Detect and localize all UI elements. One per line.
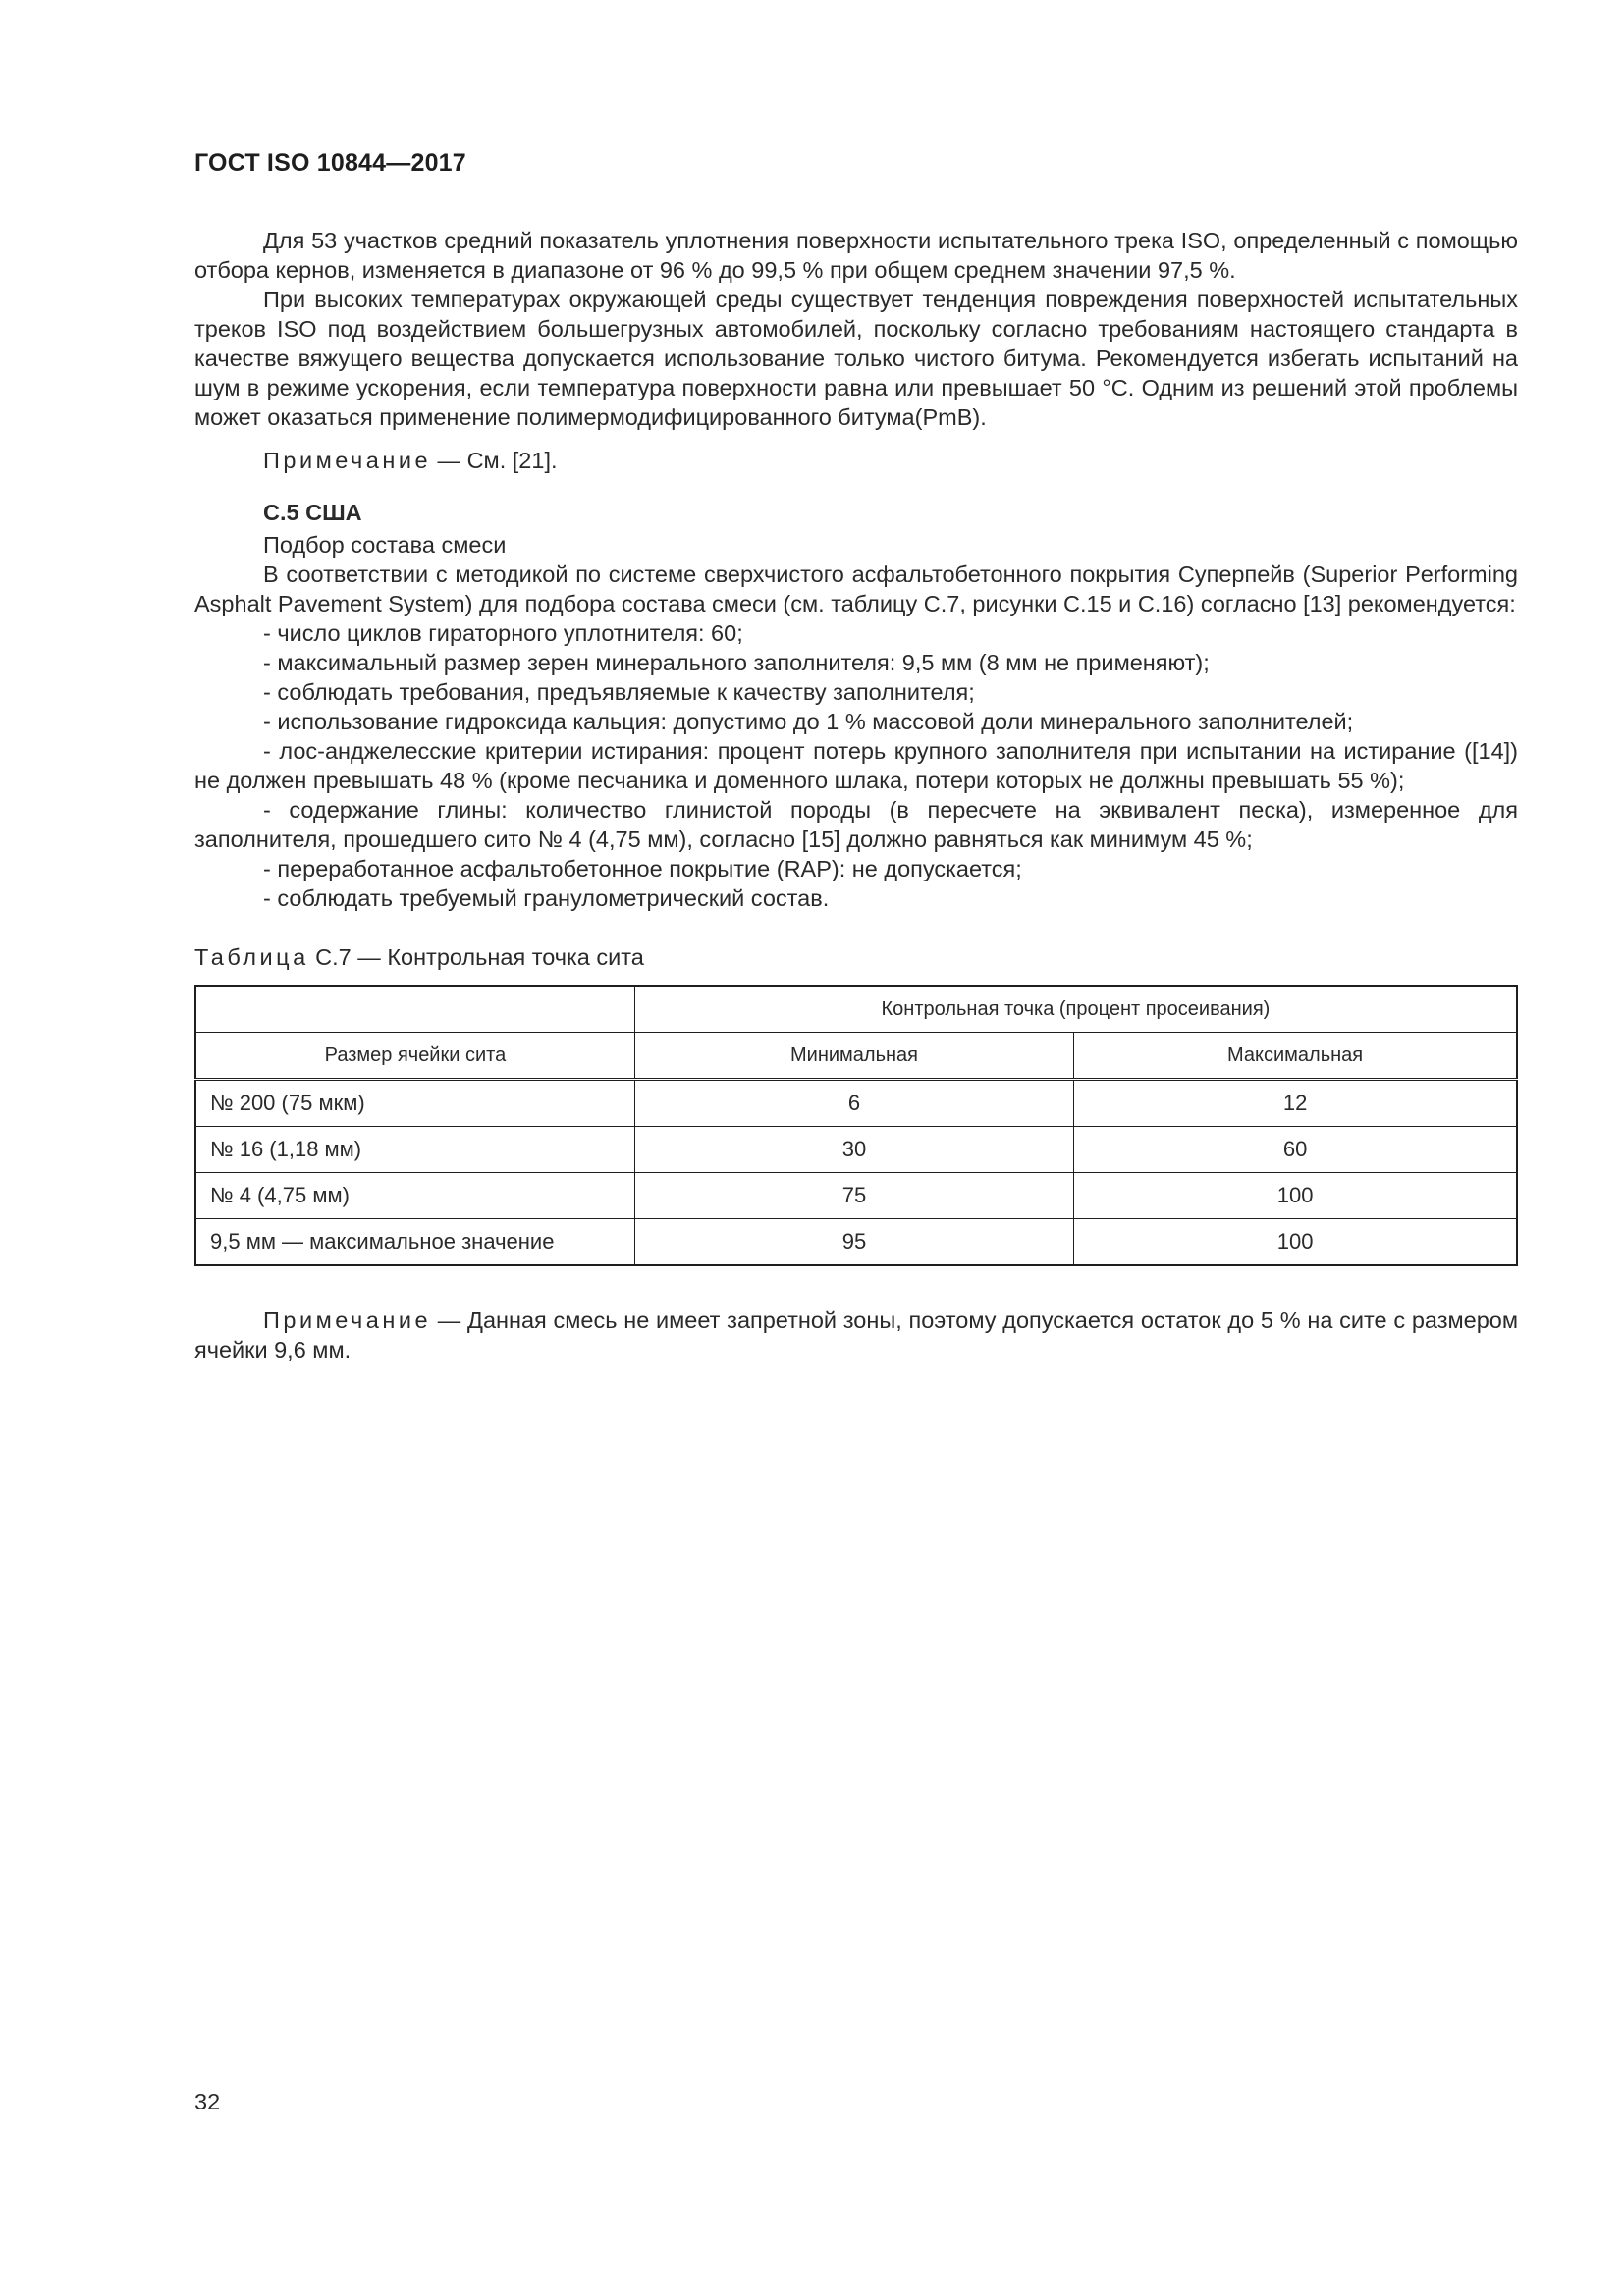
paragraph-high-temperature: При высоких температурах окружающей среды существует тенденция повреждения поверхностей испытательных треков ISO под воздействием большегрузных автомобилей, поскольку согласно требованиям настоящего стандарта в качестве вяжущего вещества допускается использование только чистого битума. Рекомендуется избегать испытаний на шум в режиме ускорения, если температура поверхности равна или превышает 50 °С. Одним из решений этой проблемы может оказаться применение полимермодифицированного битума(PmB). — [194, 287, 1518, 430]
table-cell-max: 100 — [1074, 1173, 1517, 1219]
table-cell-size: № 4 (4,75 мм) — [195, 1173, 634, 1219]
requirements-list — [194, 618, 1518, 913]
table-cell-min: 6 — [634, 1080, 1073, 1127]
paragraph-compaction: Для 53 участков средний показатель уплотнения поверхности испытательного трека ISO, определенный с помощью отбора кернов, изменяется в диапазоне от 96 % до 99,5 % при общем среднем значении 97,5 %. — [194, 228, 1518, 283]
table-cell-size: № 200 (75 мкм) — [195, 1080, 634, 1127]
table-row — [195, 1219, 1517, 1266]
page-number: 32 — [194, 2089, 221, 2114]
note-label: Примечание — [263, 1308, 432, 1333]
note-text: — Данная смесь не имеет запретной зоны, поэтому допускается остаток до 5 % на сите с размером ячейки 9,6 мм. — [194, 1308, 1518, 1362]
table-cell-size: 9,5 мм — максимальное значение — [195, 1219, 634, 1266]
table-cell-min: 95 — [634, 1219, 1073, 1266]
table-row — [195, 1127, 1517, 1173]
section-subtitle: Подбор состава смеси — [263, 532, 507, 558]
table-row — [195, 1173, 1517, 1219]
table-header-max: Максимальная — [1074, 1033, 1517, 1080]
note-label: Примечание — [263, 448, 432, 473]
table-header-min: Минимальная — [634, 1033, 1073, 1080]
document-header: ГОСТ ISO 10844—2017 — [194, 149, 466, 177]
table-header-size: Размер ячейки сита — [195, 1033, 634, 1080]
list-item: - использование гидроксида кальция: допустимо до 1 % массовой доли минерального заполнителей; — [263, 709, 1354, 734]
list-item: - переработанное асфальтобетонное покрытие (RAP): не допускается; — [263, 856, 1022, 881]
note-text: — См. [21]. — [431, 448, 558, 473]
section-title: С.5 США — [263, 500, 362, 525]
table-cell-size: № 16 (1,18 мм) — [195, 1127, 634, 1173]
sieve-control-table — [194, 985, 1518, 1266]
list-item: - соблюдать требуемый гранулометрический состав. — [263, 885, 830, 911]
list-item: - число циклов гираторного уплотнителя: 60; — [263, 620, 743, 646]
table-cell-max: 60 — [1074, 1127, 1517, 1173]
table-cell-max: 12 — [1074, 1080, 1517, 1127]
table-header-row — [195, 1033, 1517, 1080]
list-item: - соблюдать требования, предъявляемые к качеству заполнителя; — [263, 679, 975, 705]
table-header-row — [195, 986, 1517, 1033]
list-item: - максимальный размер зерен минерального заполнителя: 9,5 мм (8 мм не применяют); — [263, 650, 1210, 675]
table-caption-text: С.7 — Контрольная точка сита — [308, 944, 644, 970]
table-cell-min: 75 — [634, 1173, 1073, 1219]
table-caption — [194, 942, 1518, 972]
table-cell-max: 100 — [1074, 1219, 1517, 1266]
table-caption-label: Таблица — [194, 944, 309, 970]
table-group-header: Контрольная точка (процент просеивания) — [634, 986, 1517, 1033]
list-item: - лос-анджелесские критерии истирания: процент потерь крупного заполнителя при испытании на истирание ([14]) не должен превышать 48 % (кроме песчаника и доменного шлака, потери которых не должны превышать 55 %); — [194, 738, 1518, 793]
page-content — [194, 226, 1518, 1364]
table-header-empty-cell — [195, 986, 634, 1033]
table-row — [195, 1080, 1517, 1127]
table-cell-min: 30 — [634, 1127, 1073, 1173]
note-reference — [194, 446, 1518, 475]
note-table — [194, 1306, 1518, 1364]
list-item: - содержание глины: количество глинистой породы (в пересчете на эквивалент песка), измеренное для заполнителя, прошедшего сито № 4 (4,75 мм), согласно [15] должно равняться как минимум 45 %; — [194, 797, 1518, 852]
section-intro: В соответствии с методикой по системе сверхчистого асфальтобетонного покрытия Суперпейв (Superior Performing Asphalt Pavement System) для подбора состава смеси (см. таблицу С.7, рисунки С.15 и С.16) согласно [13] рекомендуется: — [194, 561, 1518, 616]
